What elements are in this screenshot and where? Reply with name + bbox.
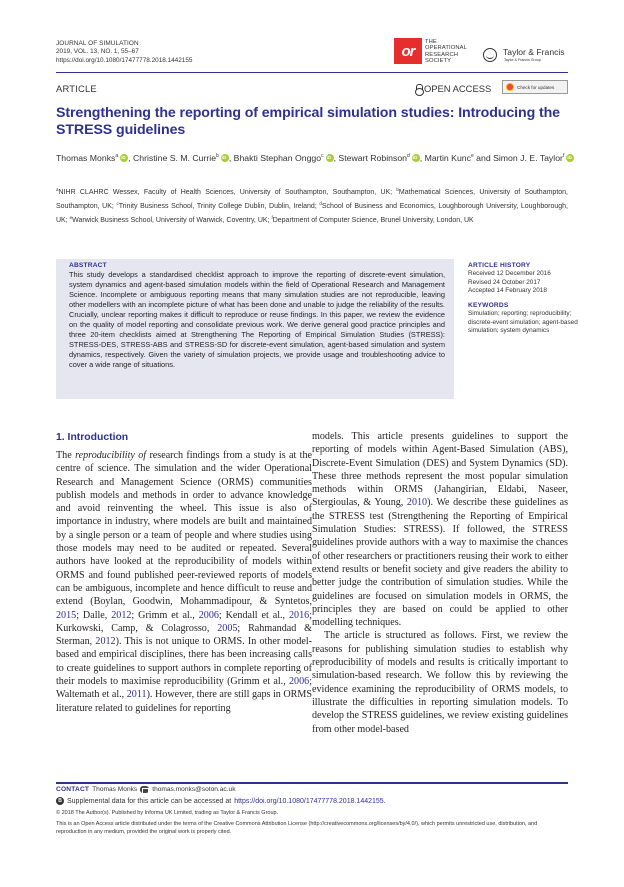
- body-text: models. This article presents guidelines to support the reporting of models within Agent-Based Simulation (ABS), Discrete-Event Simulation (DES) and System Dynamics (SD). These three methods represent the most popular simulation methods within ORMS (Jahangirian, Eldabi, Naseer, Stergioulas, & Young,: [312, 431, 568, 509]
- body-text: ). However, there are still gaps in ORMS literature related to guidelines for reporting: [56, 689, 313, 714]
- citation-link[interactable]: 2015: [56, 609, 77, 621]
- supplemental-text: Supplemental data for this article can be accessed at: [67, 797, 232, 805]
- author-name: Thomas Monks: [56, 153, 116, 163]
- author-list: Thomas Monks$^a$ iD , Christine S. M. Currie$^b$ iD , Bhakti Stephan Onggo$^c$ iD , Stewart Robinson$^d$ iD , Martin Kunc$^e$ and Simon J. E. Taylor$^f$iD: [56, 151, 576, 164]
- supplemental-line: [56, 797, 386, 805]
- or-mark: or: [401, 42, 415, 60]
- affiliations: [56, 184, 568, 226]
- history-heading: ARTICLE HISTORY: [468, 262, 531, 269]
- body-text: ; Waltemath et al.,: [56, 676, 312, 701]
- body-text: ). We describe these guidelines as the STRESS test (Strengthening the Reporting of Empirical Simulation Studies: STRESS). If followed, the STRESS guidelines provide authors with a way to maximise the chances of other researchers or practitioners reusing their work to either extend results or benefit society and give readers the ability to better judge the contribution of simulation studies. While the guidelines are focused on simulation models in ORMS, the principles they are based on could be applied to other modelling techniques.: [312, 497, 568, 629]
- author-affiliation-mark: d: [407, 153, 410, 159]
- affiliation-mark: c: [116, 201, 119, 206]
- open-access-label: OPEN ACCESS: [424, 83, 492, 94]
- citation-link[interactable]: 2006: [289, 676, 310, 688]
- journal-name: JOURNAL OF SIMULATION: [56, 40, 139, 47]
- received-date: Received 12 December 2016: [468, 270, 551, 278]
- body-text: The: [56, 450, 76, 461]
- open-lock-icon: [415, 84, 422, 94]
- body-text: ; Rahmandad & Sterman,: [56, 622, 312, 648]
- accepted-date: Accepted 14 February 2018: [468, 286, 547, 294]
- citation-link[interactable]: 2016: [289, 609, 310, 621]
- or-line: RESEARCH: [425, 51, 459, 58]
- copyright-notice: © 2018 The Author(s). Published by Informa UK Limited, trading as Taylor & Francis Group.: [56, 810, 279, 816]
- body-text: ; Kendall et al.,: [218, 609, 289, 621]
- article-sidebar: [468, 262, 583, 335]
- author-name: Stewart Robinson: [338, 153, 407, 163]
- taylor-francis-lamp-icon: [483, 48, 497, 62]
- affiliation-mark: a: [56, 187, 59, 192]
- orcid-icon[interactable]: [566, 154, 574, 162]
- contact-line: [56, 786, 236, 793]
- affiliation-text: Warwick Business School, University of Warwick, Coventry, UK;: [72, 217, 272, 224]
- license-notice: This is an Open Access article distributed under the terms of the Creative Commons Attribution License (http://creativecommons.org/licenses/by/4.0/), which permits unrestricted use, distribution, and reproduction in any medium, provided the original work is properly cited.: [56, 821, 538, 835]
- journal-volume: 2019, VOL. 13, NO. 1, 55–67: [56, 48, 139, 56]
- abstract-text: This study develops a standardised checklist approach to improve the reporting of discrete-event simulation, system dynamics and agent-based simulation models within the field of Operational Research and Management Science. Incomplete or ambiguous reporting means that many simulation studies are not reproducible, leaving other modellers with an incomplete picture of what has been done and unable to judge the reliability of the results. Crucially, unclear reporting makes it difficult to reproduce or reuse findings. In this paper, we review the evidence on the quality of model reporting and consolidate previous work. We derive general good practice principles and three 20-item checklists aimed at Strengthening The Reporting of Empirical Simulation Studies (STRESS): STRESS-DES, STRESS-ABS and STRESS-SD for discrete-event simulation, agent-based simulation and system dynamics, respectively. Given the variety of simulation projects, we provide usage and troubleshooting advice to cover a wide range of situations.: [69, 270, 445, 369]
- author-name: Martin Kunc: [424, 153, 471, 163]
- affiliation-text: NIHR CLAHRC Wessex, Faculty of Health Sciences, University of Southampton, Southampton, UK;: [58, 189, 397, 196]
- affiliation-mark: b: [396, 187, 399, 192]
- citation-link[interactable]: 2010: [406, 497, 428, 509]
- contact-label: CONTACT: [56, 786, 90, 793]
- or-society-logo: [394, 38, 422, 64]
- or-line: THE: [425, 39, 437, 45]
- journal-header: [56, 40, 192, 65]
- orcid-icon[interactable]: [221, 154, 229, 162]
- article-title: Strengthening the reporting of empirical simulation studies: Introducing the STRESS guidelines: [56, 105, 560, 138]
- body-text: research findings from a study is at the centre of science. The simulation and the wider Operational Research and Management Science (ORMS) communities publish models and methods in order to advance knowledge and avoid reinventing the wheel. This issue is also of importance in industry, where models are built and maintained by a single person or a team of people and where studies using those models may need to be audited or repeated. Several authors have looked at the reproducibility of models within ORMS and found published peer-reviewed reports of models can be ambiguous, incomplete and hence difficult to reuse and extend (Boylan, Goodwin, Mohammadipour, & Syntetos,: [56, 450, 312, 608]
- body-text: ; Kurkowski, Camp, & Colagrosso,: [56, 609, 312, 634]
- citation-link[interactable]: 2012: [95, 636, 116, 648]
- journal-doi-link[interactable]: https://doi.org/10.1080/17477778.2018.1442155: [56, 56, 193, 64]
- orcid-icon[interactable]: [120, 154, 128, 162]
- or-line: SOCIETY: [425, 57, 452, 64]
- author-name: Simon J. E. Taylor: [493, 153, 563, 163]
- intro-column-left: [56, 449, 312, 715]
- check-for-updates-button[interactable]: [502, 80, 568, 94]
- contact-email-link[interactable]: thomas.monks@soton.ac.uk: [152, 786, 236, 793]
- crossmark-icon: [506, 83, 514, 91]
- author-affiliation-mark: a: [115, 153, 119, 159]
- or-line: OPERATIONAL: [425, 45, 467, 52]
- intro-paragraph: [312, 431, 568, 628]
- or-society-name: [425, 39, 467, 64]
- supplemental-link[interactable]: https://doi.org/10.1080/17477778.2018.1442155.: [234, 797, 386, 805]
- supplemental-data-icon: B: [56, 797, 64, 805]
- affiliation-text: Trinity Business School, Trinity College Dublin, Dublin, Ireland;: [118, 203, 320, 210]
- body-text: ; Grimm et al.,: [131, 609, 199, 621]
- citation-link[interactable]: 2006: [198, 609, 219, 621]
- author-affiliation-mark: f: [562, 153, 565, 159]
- author-affiliation-mark: e: [470, 153, 474, 159]
- footer-divider: [56, 782, 568, 784]
- emphasis: reproducibility of: [75, 450, 147, 461]
- affiliation-text: Mathematical Sciences, University of Southampton, Southampton, UK;: [56, 189, 568, 210]
- affiliation-text: School of Business and Economics, Loughborough University, Loughborough, UK;: [56, 203, 568, 224]
- orcid-icon[interactable]: [412, 154, 420, 162]
- abstract-heading: ABSTRACT: [69, 262, 107, 269]
- revised-date: Revised 24 October 2017: [468, 278, 541, 286]
- author-name: Christine S. M. Currie: [133, 153, 217, 163]
- affiliation-text: Department of Computer Science, Brunel University, London, UK: [272, 217, 474, 224]
- contact-name: Thomas Monks: [92, 786, 138, 793]
- citation-link[interactable]: 2011: [126, 689, 147, 701]
- affiliation-mark: f: [271, 215, 273, 220]
- email-icon: [140, 786, 149, 793]
- section-heading-introduction: 1. Introduction: [56, 432, 129, 443]
- intro-paragraph-structure: The article is structured as follows. First, we review the reasons for publishing simulation studies to establish why reproducibility of models and results is critically important to simulation-based research. We follow this by reviewing the evidence examining the reproducibility of ORMS models, to illustrate the difficulties in reporting simulation models. To develop the STRESS guidelines, we review existing guidelines from other model-based: [312, 630, 568, 735]
- article-type: ARTICLE: [56, 83, 97, 94]
- taylor-francis-group: Taylor & Francis Group: [504, 58, 541, 62]
- keywords-heading: KEYWORDS: [468, 302, 509, 310]
- author-affiliation-mark: c: [321, 153, 324, 159]
- check-for-updates-label: Check for updates: [517, 84, 555, 90]
- citation-link[interactable]: 2012: [111, 609, 132, 621]
- orcid-icon[interactable]: [326, 154, 334, 162]
- intro-column-right: [312, 430, 568, 736]
- open-access-badge: [415, 83, 491, 94]
- affiliation-mark: d: [319, 201, 322, 206]
- author-affiliation-mark: b: [216, 153, 219, 159]
- body-text: ; Dalle,: [76, 609, 112, 621]
- citation-link[interactable]: 2005: [217, 622, 238, 634]
- author-name: Bhakti Stephan Onggo: [233, 153, 322, 163]
- taylor-francis-name: Taylor & Francis: [503, 47, 565, 57]
- affiliation-mark: e: [69, 215, 73, 220]
- body-text: ). This is not unique to ORMS. In other model-based and empirical disciplines, there has been increasing calls to create guidelines to support authors in complete reporting of their models to maximise reproducibility (Grimm et al.,: [56, 636, 313, 688]
- keywords-text: Simulation; reporting; reproducibility; discrete-event simulation; agent-based simulation; system dynamics: [468, 310, 578, 335]
- header-divider: [56, 72, 568, 73]
